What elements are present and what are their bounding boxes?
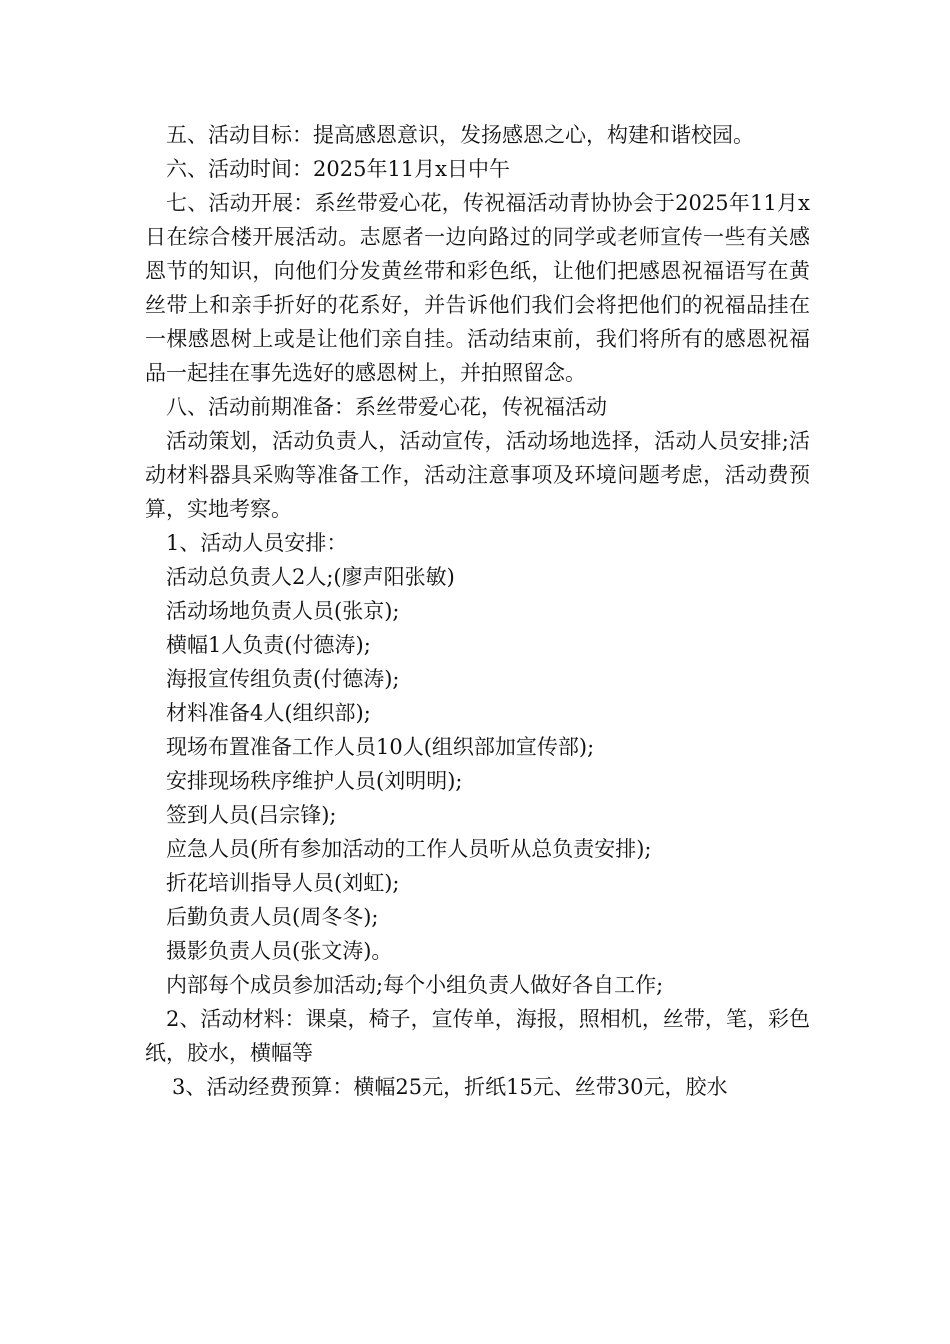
list-item: 摄影负责人员(张文涛)。	[166, 939, 393, 963]
list-item: 活动总负责人2人;(廖声阳张敏)	[166, 565, 455, 589]
list-item: 材料准备4人(组织部);	[166, 701, 371, 725]
paragraph-members-note: 内部每个成员参加活动;每个小组负责人做好各自工作;	[166, 973, 664, 997]
paragraph-materials: 2、活动材料：课桌，椅子，宣传单，海报，照相机，丝带，笔，彩色纸，胶水，横幅等	[145, 1007, 810, 1065]
paragraph-preparation-heading: 八、活动前期准备：系丝带爱心花，传祝福活动	[166, 395, 607, 419]
paragraph-budget: 3、活动经费预算：横幅25元，折纸15元、丝带30元，胶水	[172, 1075, 728, 1099]
list-item: 折花培训指导人员(刘虹);	[166, 871, 400, 895]
list-item: 后勤负责人员(周冬冬);	[166, 905, 379, 929]
paragraph-activity-time: 六、活动时间：2025年11月x日中午	[166, 157, 511, 181]
list-item: 应急人员(所有参加活动的工作人员听从总负责安排);	[166, 837, 652, 861]
list-item: 活动场地负责人员(张京);	[166, 599, 400, 623]
list-item: 海报宣传组负责(付德涛);	[166, 667, 400, 691]
list-item: 签到人员(吕宗锋);	[166, 803, 337, 827]
paragraph-staff-heading: 1、活动人员安排：	[166, 531, 348, 555]
list-item: 横幅1人负责(付德涛);	[166, 633, 371, 657]
paragraph-activity-conduct: 七、活动开展：系丝带爱心花，传祝福活动青协协会于2025年11月x日在综合楼开展活动。志愿者一边向路过的同学或老师宣传一些有关感恩节的知识，向他们分发黄丝带和彩色纸，让他们把感恩祝福语写在黄丝带上和亲手折好的花系好，并告诉他们我们会将把他们的祝福品挂在一棵感恩树上或是让他们亲自挂。活动结束前，我们将所有的感恩祝福品一起挂在事先选好的感恩树上，并拍照留念。	[145, 191, 810, 385]
list-item: 安排现场秩序维护人员(刘明明);	[166, 769, 463, 793]
paragraph-activity-goal: 五、活动目标：提高感恩意识，发扬感恩之心，构建和谐校园。	[166, 123, 754, 147]
list-item: 现场布置准备工作人员10人(组织部加宣传部);	[166, 735, 595, 759]
paragraph-preparation-items: 活动策划，活动负责人，活动宣传，活动场地选择，活动人员安排;活动材料器具采购等准备工作，活动注意事项及环境问题考虑，活动费预算，实地考察。	[145, 429, 810, 521]
document-body	[145, 118, 810, 1104]
